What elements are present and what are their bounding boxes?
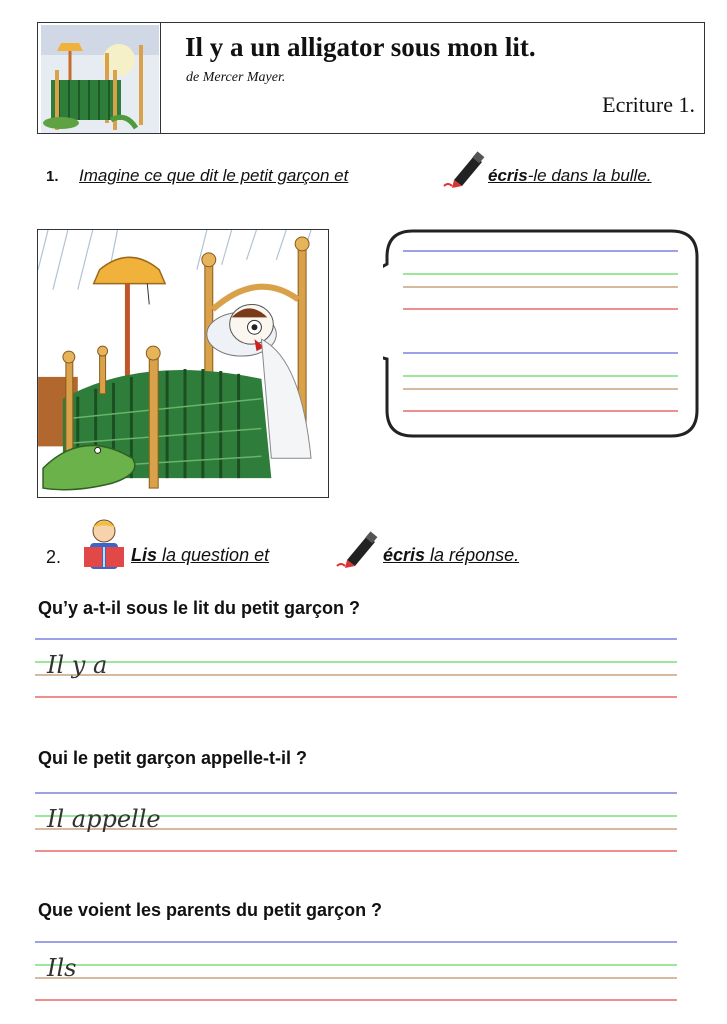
write-verb: écris — [383, 545, 426, 565]
question-2: Qui le petit garçon appelle-t-il ? — [38, 748, 308, 768]
write-verb: écris — [488, 166, 528, 185]
speech-bubble — [383, 229, 699, 438]
author-credit: de Mercer Mayer. — [186, 70, 286, 85]
pencil-icon — [333, 530, 379, 570]
answer-start-1: Il y a — [47, 651, 108, 679]
section-label: Ecriture 1. — [602, 92, 695, 117]
exercise-1-number: 1. — [46, 168, 59, 185]
answer-start-2: Il appelle — [47, 805, 161, 833]
exercise-2-number: 2. — [46, 547, 62, 567]
exercise-1-instruction: Imagine ce que dit le petit garçon et — [79, 166, 349, 185]
question-3: Que voient les parents du petit garçon ? — [38, 900, 383, 920]
read-verb: Lis — [131, 545, 158, 565]
exercise-1-instruction-end — [488, 166, 652, 186]
illustration-thumbnail — [41, 25, 159, 133]
pencil-icon — [440, 150, 486, 190]
question-1: Qu’y a-t-il sous le lit du petit garçon ? — [38, 598, 361, 618]
write-rest: la réponse. — [425, 545, 520, 565]
answer-lines-1[interactable] — [35, 633, 677, 703]
exercise-2-write-instruction — [383, 545, 519, 566]
reader-icon — [80, 517, 128, 575]
header-divider — [160, 22, 161, 134]
page-title: Il y a un alligator sous mon lit. — [185, 32, 536, 62]
bedroom-illustration — [37, 229, 329, 498]
read-rest: la question et — [157, 545, 270, 565]
instruction-tail: -le dans la bulle. — [527, 166, 652, 185]
answer-start-3: Ils — [47, 954, 77, 982]
exercise-2-read-instruction — [131, 545, 269, 566]
answer-lines-2[interactable] — [35, 787, 677, 857]
answer-lines-3[interactable] — [35, 936, 677, 1006]
